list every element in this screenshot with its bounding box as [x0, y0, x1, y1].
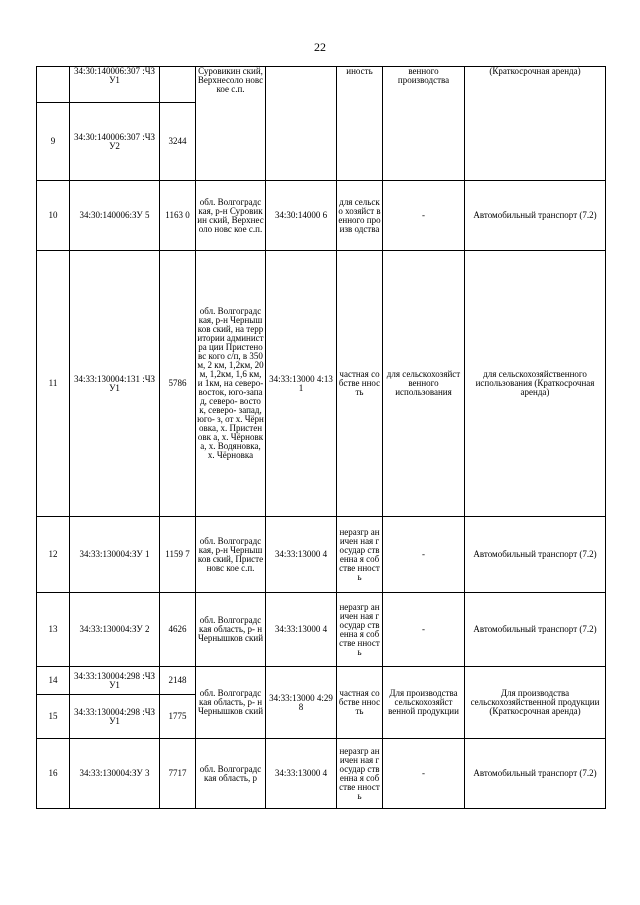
cadastral-quarter: 34:33:13000 4	[266, 739, 337, 809]
row-number: 13	[37, 593, 70, 667]
ownership-form: частная собстве нность	[337, 667, 383, 739]
ownership-form: неразгр аничен ная государ ственна я собстве нность	[337, 739, 383, 809]
address: обл. Волгоградс кая, р-н Чернышков ский, Пристеновс кое с.п.	[196, 517, 266, 593]
permitted-use: Для производства сельскохозяйст венной продукции	[383, 667, 465, 739]
usage-purpose: для сельскохозяйственного использования (Краткосрочная аренда)	[465, 251, 606, 517]
address: обл. Волгоградс кая, р-н Суровикин ский, Верхнесоло новс кое с.п.	[196, 181, 266, 251]
land-plots-table	[36, 66, 606, 809]
area: 2148	[160, 667, 196, 695]
cadastral-quarter: 34:33:13000 4:131	[266, 251, 337, 517]
area: 5786	[160, 251, 196, 517]
usage-purpose: Автомобильный транспорт (7.2)	[465, 517, 606, 593]
address: Суровикин ский, Верхнесоло новс кое с.п.	[196, 67, 266, 181]
address: обл. Волгоградс кая область, р	[196, 739, 266, 809]
cadastral-quarter: 34:33:13000 4	[266, 593, 337, 667]
permitted-use: венного производства	[383, 67, 465, 181]
permitted-use: -	[383, 739, 465, 809]
usage-purpose: Для производства сельскохозяйственной продукции (Краткосрочная аренда)	[465, 667, 606, 739]
cadastral-quarter: 34:33:13000 4	[266, 517, 337, 593]
address: обл. Волгоградс кая область, р- н Чернышков ский	[196, 667, 266, 739]
address: обл. Волгоградс кая, р-н Чернышков ский, на территории администра ции Пристеновс кого с/п, в 350м, 2 км, 1,2км, 20 м, 1,2км, 1,6 км, и 1км, на северо- восток, юго-запад, северо- восток, северо- запад, юго- з, от х. Чёрновка, х. Пристеновк а, х. Чёрновка, х. Водяновка, х. Чёрновка	[196, 251, 266, 517]
cadastral-number: 34:30:140006:ЗУ 5	[70, 181, 160, 251]
usage-purpose: Автомобильный транспорт (7.2)	[465, 739, 606, 809]
ownership-form: неразгр аничен ная государ ственна я собстве нность	[337, 593, 383, 667]
row-number	[37, 67, 70, 103]
area: 3244	[160, 103, 196, 181]
table-row	[37, 181, 606, 251]
cadastral-number: 34:33:130004:ЗУ 3	[70, 739, 160, 809]
table-row	[37, 251, 606, 517]
row-number: 10	[37, 181, 70, 251]
ownership-form: для сельско хозяйст венного произв одства	[337, 181, 383, 251]
ownership-form: неразгр аничен ная государ ственна я собстве нность	[337, 517, 383, 593]
area: 1163 0	[160, 181, 196, 251]
ownership-form: частная собстве нность	[337, 251, 383, 517]
cadastral-number: 34:33:130004:298 :ЧЗУ1	[70, 667, 160, 695]
usage-purpose: Автомобильный транспорт (7.2)	[465, 593, 606, 667]
table-row	[37, 517, 606, 593]
cadastral-quarter	[266, 67, 337, 181]
cadastral-quarter: 34:33:13000 4:298	[266, 667, 337, 739]
area	[160, 67, 196, 103]
table-row	[37, 739, 606, 809]
ownership-form: иность	[337, 67, 383, 181]
row-number: 11	[37, 251, 70, 517]
row-number: 12	[37, 517, 70, 593]
cadastral-quarter: 34:30:14000 6	[266, 181, 337, 251]
permitted-use: для сельскохозяйст венного использования	[383, 251, 465, 517]
cadastral-number: 34:30:140006:307 :ЧЗУ1	[70, 67, 160, 103]
row-number: 15	[37, 695, 70, 739]
cadastral-number: 34:33:130004:131 :ЧЗУ1	[70, 251, 160, 517]
page-number: 22	[314, 40, 326, 54]
area: 1775	[160, 695, 196, 739]
cadastral-number: 34:33:130004:ЗУ 2	[70, 593, 160, 667]
address: обл. Волгоградс кая область, р- н Чернышков ский	[196, 593, 266, 667]
row-number: 14	[37, 667, 70, 695]
permitted-use: -	[383, 517, 465, 593]
cadastral-number: 34:30:140006:307 :ЧЗУ2	[70, 103, 160, 181]
table-row	[37, 593, 606, 667]
permitted-use: -	[383, 181, 465, 251]
usage-purpose: Автомобильный транспорт (7.2)	[465, 181, 606, 251]
permitted-use: -	[383, 593, 465, 667]
area: 1159 7	[160, 517, 196, 593]
row-number: 16	[37, 739, 70, 809]
cadastral-number: 34:33:130004:ЗУ 1	[70, 517, 160, 593]
area: 4626	[160, 593, 196, 667]
usage-purpose: (Краткосрочная аренда)	[465, 67, 606, 181]
cadastral-number: 34:33:130004:298 :ЧЗУ1	[70, 695, 160, 739]
area: 7717	[160, 739, 196, 809]
row-number: 9	[37, 103, 70, 181]
table-row	[37, 667, 606, 695]
table-row	[37, 67, 606, 103]
